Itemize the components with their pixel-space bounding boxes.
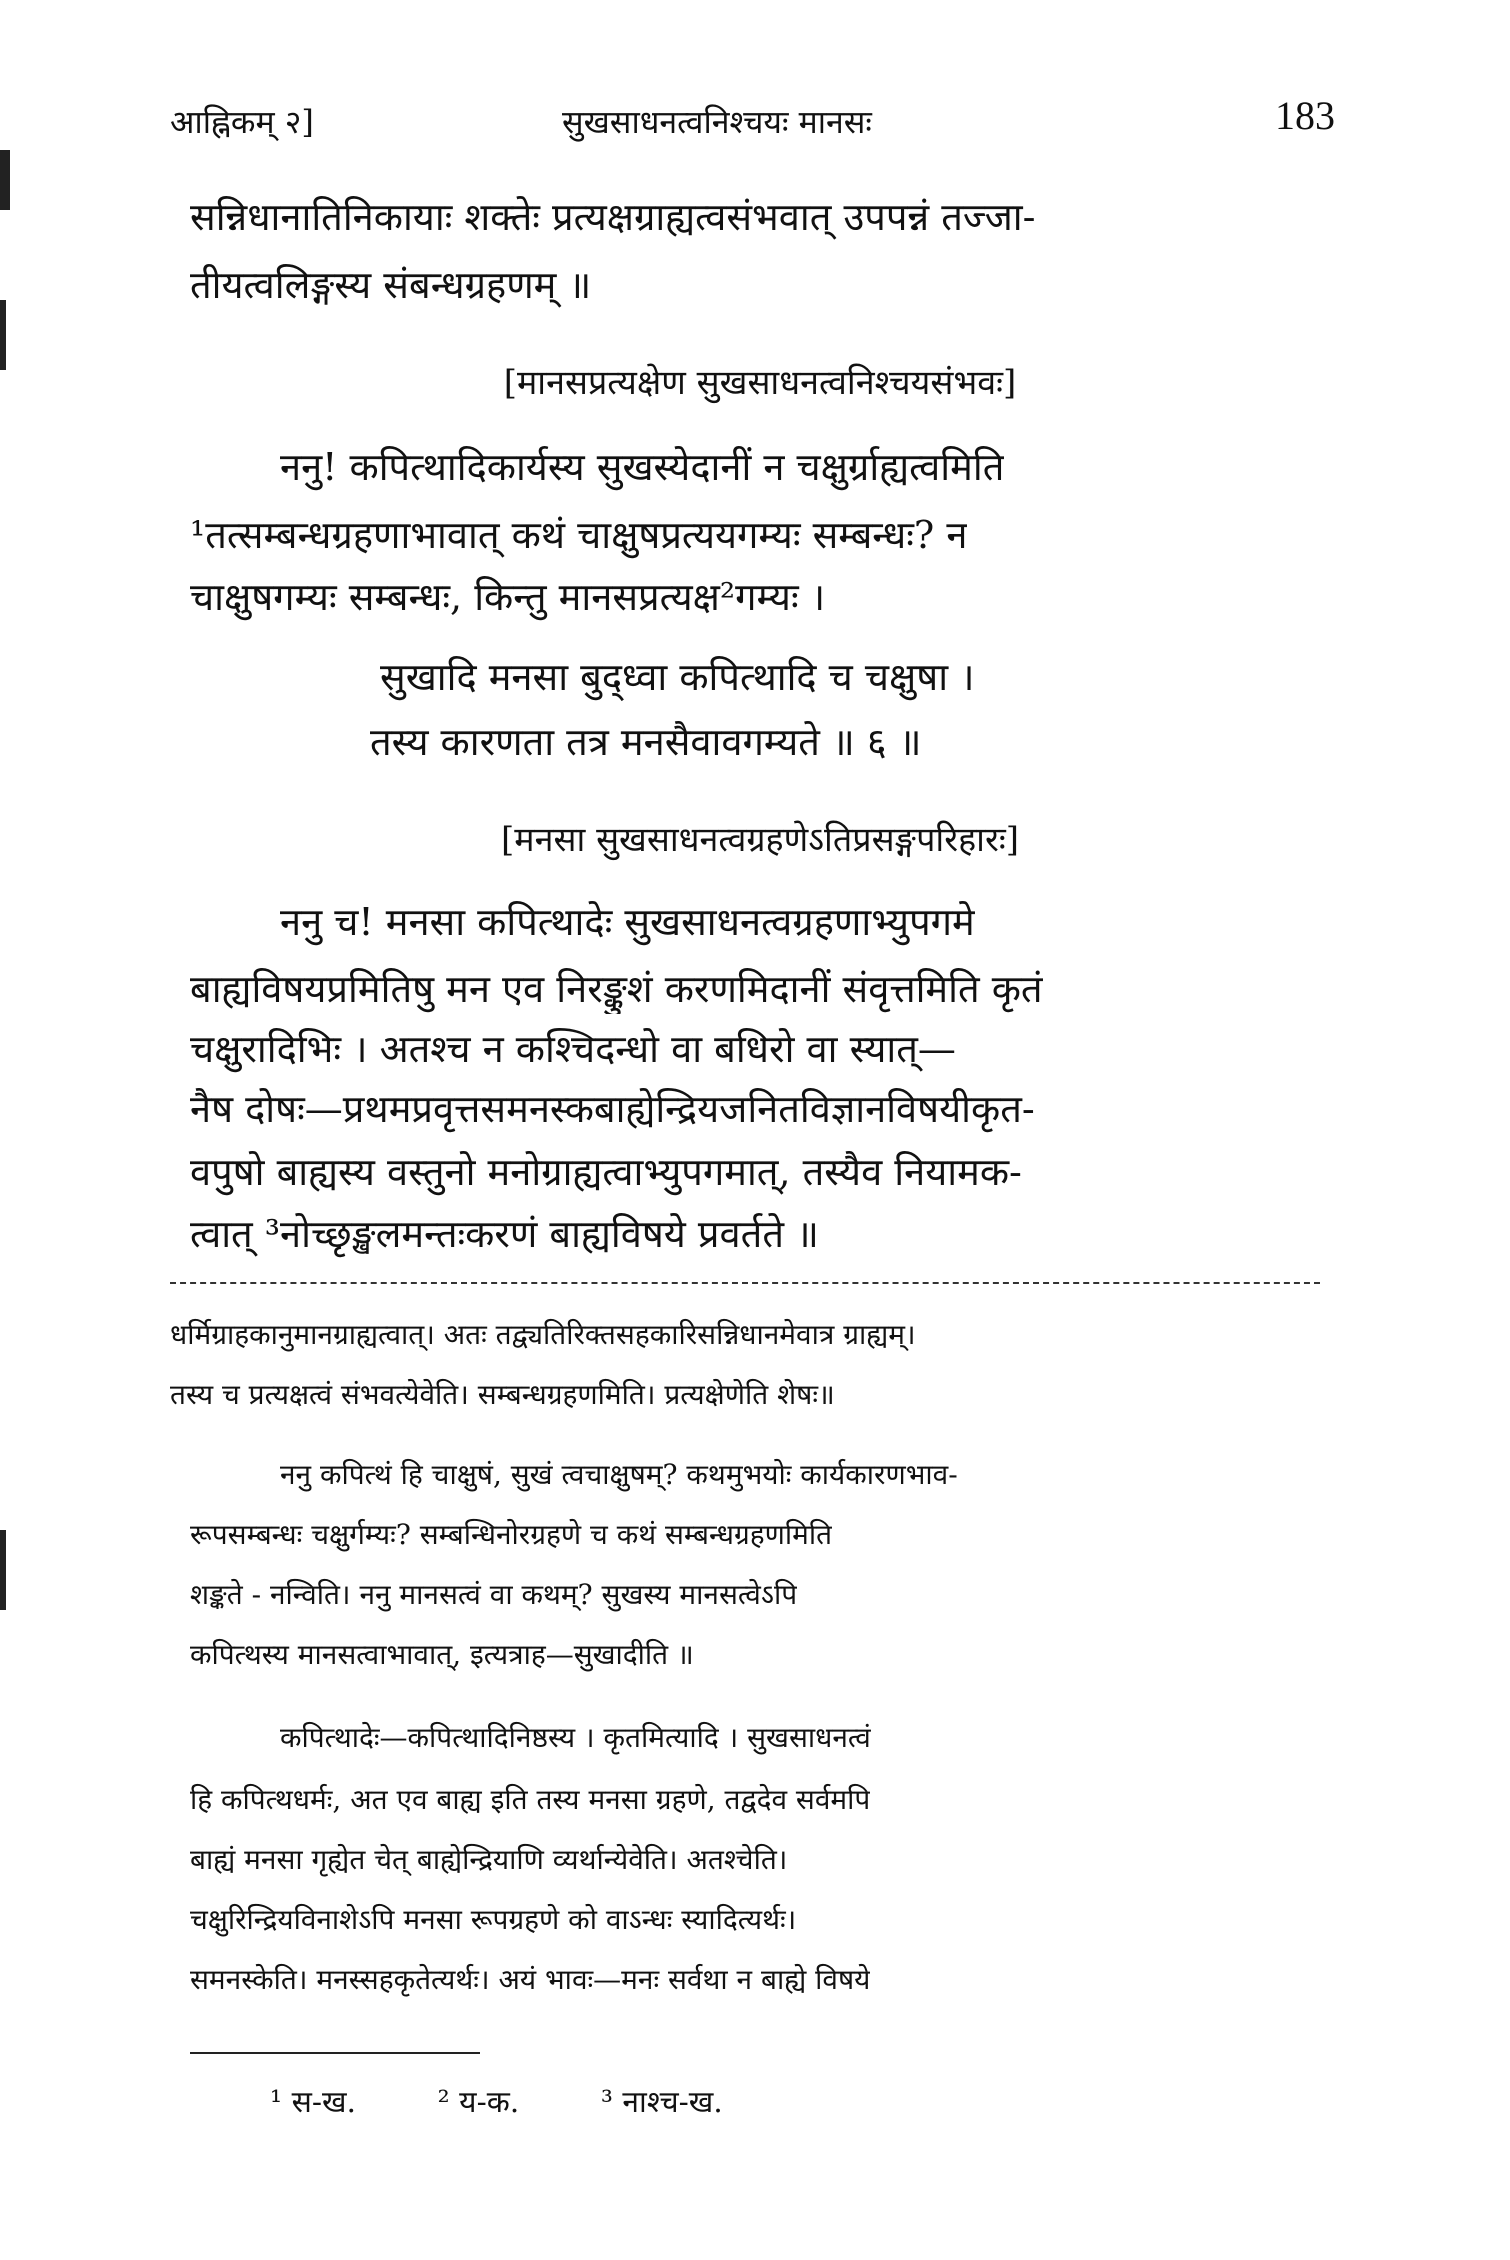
- commentary-line: हि कपित्थधर्मः, अत एव बाह्य इति तस्य मनसा ग्रहणे, तद्वदेव सर्वमपि: [190, 1783, 871, 1816]
- text-line: ¹तत्सम्बन्धग्रहणाभावात् कथं चाक्षुषप्रत्ययगम्यः सम्बन्धः? न: [190, 513, 968, 557]
- footnote: ³ नाश्च-ख.: [600, 2085, 723, 2120]
- section-heading: [मनसा सुखसाधनत्वग्रहणेऽतिप्रसङ्गपरिहारः]: [501, 820, 1019, 860]
- commentary-line: तस्य च प्रत्यक्षत्वं संभवत्येवेति। सम्बन्धग्रहणमिति। प्रत्यक्षेणेति शेषः॥: [170, 1378, 835, 1411]
- commentary-line: धर्मिग्राहकानुमानग्राह्यत्वात्। अतः तद्व्यतिरिक्तसहकारिसन्निधानमेवात्र ग्राह्यम्।: [170, 1318, 916, 1351]
- text-line: चाक्षुषगम्यः सम्बन्धः, किन्तु मानसप्रत्यक्ष²गम्यः ।: [190, 575, 826, 619]
- text-line: ननु च! मनसा कपित्थादेः सुखसाधनत्वग्रहणाभ्युपगमे: [280, 900, 975, 944]
- footnote: ¹ स-ख.: [270, 2085, 357, 2120]
- text-line: ननु! कपित्थादिकार्यस्य सुखस्येदानीं न चक्षुर्ग्राह्यत्वमिति: [280, 445, 1005, 489]
- scan-edge-mark: [0, 300, 6, 370]
- text-line: नैष दोषः—प्रथमप्रवृत्तसमनस्कबाह्येन्द्रियजनितविज्ञानविषयीकृत-: [190, 1087, 1035, 1131]
- chapter-label: आह्निकम् २]: [170, 103, 314, 141]
- commentary-line: शङ्कते - नन्विति। ननु मानसत्वं वा कथम्? सुखस्य मानसत्वेऽपि: [190, 1578, 798, 1611]
- text-line: तीयत्वलिङ्गस्य संबन्धग्रहणम् ॥: [190, 263, 592, 307]
- commentary-line: कपित्थस्य मानसत्वाभावात्, इत्यत्राह—सुखादीति ॥: [190, 1638, 694, 1671]
- footnotes: [270, 2080, 795, 2121]
- page-number: 183: [1275, 93, 1335, 138]
- footnote-rule: [190, 2052, 480, 2054]
- footnote: ² य-क.: [437, 2085, 520, 2120]
- scan-edge-mark: [0, 150, 10, 210]
- verse-line: तस्य कारणता तत्र मनसैवावगम्यते ॥ ६ ॥: [370, 720, 922, 764]
- commentary-line: बाह्यं मनसा गृह्येत चेत् बाह्येन्द्रियाणि व्यर्थान्येवेति। अतश्चेति।: [190, 1843, 788, 1876]
- scan-edge-mark: [0, 1530, 6, 1610]
- text-line: सन्निधानातिनिकायाः शक्तेः प्रत्यक्षग्राह्यत्वसंभवात् उपपन्नं तज्जा-: [190, 195, 1036, 239]
- commentary-line: समनस्केति। मनस्सहकृतेत्यर्थः। अयं भावः—मनः सर्वथा न बाह्ये विषये: [190, 1963, 871, 1996]
- text-line: वपुषो बाह्यस्य वस्तुनो मनोग्राह्यत्वाभ्युपगमात्, तस्यैव नियामक-: [190, 1150, 1022, 1194]
- verse-line: सुखादि मनसा बुद्ध्वा कपित्थादि च चक्षुषा ।: [380, 655, 975, 699]
- commentary-line: कपित्थादेः—कपित्थादिनिष्ठस्य । कृतमित्यादि । सुखसाधनत्वं: [280, 1721, 871, 1754]
- commentary-line: ननु कपित्थं हि चाक्षुषं, सुखं त्वचाक्षुषम्? कथमुभयोः कार्यकारणभाव-: [280, 1458, 958, 1491]
- page-header: [170, 92, 1335, 152]
- divider: [170, 1282, 1320, 1284]
- commentary-line: चक्षुरिन्द्रियविनाशेऽपि मनसा रूपग्रहणे को वाऽन्धः स्यादित्यर्थः।: [190, 1903, 797, 1936]
- text-line: त्वात् ³नोच्छृङ्खलमन्तःकरणं बाह्यविषये प्रवर्तते ॥: [190, 1212, 819, 1256]
- section-heading: [मानसप्रत्यक्षेण सुखसाधनत्वनिश्चयसंभवः]: [503, 363, 1017, 403]
- text-line: बाह्यविषयप्रमितिषु मन एव निरङ्कुशं करणमिदानीं संवृत्तमिति कृतं: [190, 967, 1043, 1011]
- text-line: चक्षुरादिभिः । अतश्च न कश्चिदन्धो वा बधिरो वा स्यात्—: [190, 1027, 956, 1071]
- commentary-line: रूपसम्बन्धः चक्षुर्गम्यः? सम्बन्धिनोरग्रहणे च कथं सम्बन्धग्रहणमिति: [190, 1518, 833, 1551]
- running-title: सुखसाधनत्वनिश्चयः मानसः: [562, 103, 872, 141]
